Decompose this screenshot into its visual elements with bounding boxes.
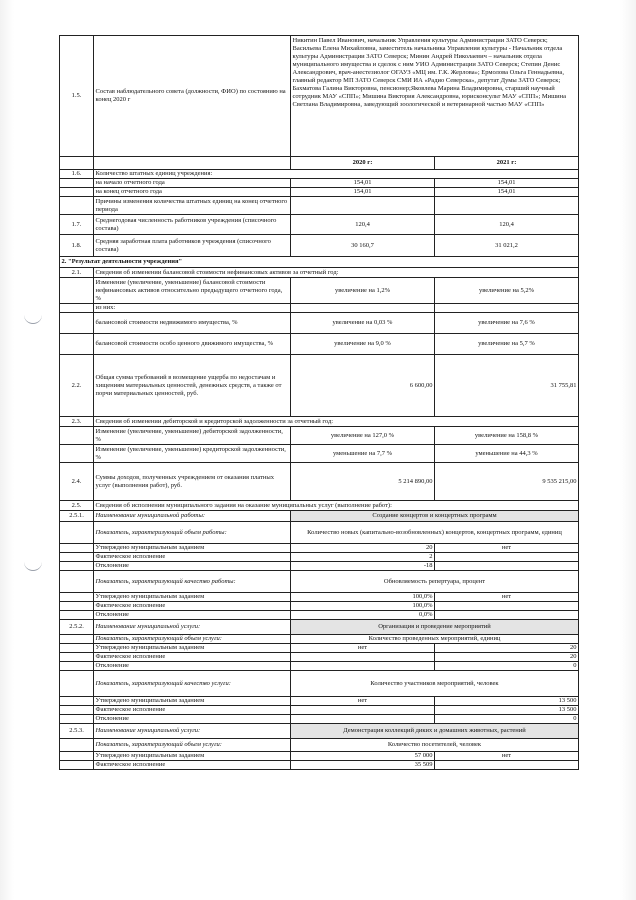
- staff-end-row: [60, 188, 579, 197]
- s252-dev-2021: 0: [435, 662, 579, 671]
- staff-row: [60, 170, 579, 179]
- staff-start-row: [60, 179, 579, 188]
- s252-name-value: Организация и проведение мероприятий: [291, 620, 579, 635]
- s251-q-approved-label: Утверждено муниципальным заданием: [94, 593, 291, 602]
- s251-dev-row: [60, 562, 579, 571]
- s251-qual-label: Показатель, характеризующий качество работы:: [94, 571, 291, 593]
- row-number: 2.5.3.: [60, 724, 94, 739]
- assignment-title: Сведения об исполнении муниципального задания на оказание муниципальных услуг (выполнение работ):: [94, 501, 579, 511]
- damage-2021: 31 755,81: [435, 355, 579, 417]
- s253-vol-row: [60, 739, 579, 752]
- s253-name-label: Наименование муниципальной услуги:: [94, 724, 291, 739]
- s252-qual-label: Показатель, характеризующий качество услуги:: [94, 671, 291, 697]
- income-2020: 5 214 890,00: [291, 463, 435, 501]
- row-number: 2.5.1.: [60, 511, 94, 522]
- board-members: Никитин Павел Иванович, начальник Управления культуры Администрации ЗАТО Северск; Васильева Елена Михайловна, заместитель начальника Управления культуры - Начальник отдела культуры Администрации ЗАТО Северск; Минин Андрей Николаевич – начальник отдела муниципального имущества и сделок с ним УИО Администрации ЗАТО Северск; Степин Денис Александрович, врач-анестезиолог ОГАУЗ «МЦ им. Г.К. Жерлова»; Ермолова Ольга Геннадьевна, главный редактор МП ЗАТО Северск СМИ ИА «Радио Северска», депутат Думы ЗАТО Северск; Бахматова Галина Викторовна, пенсионер;Яковлева Марина Владимировна, старший научный сотрудник МАУ «СПП»; Мишина Виктория Александровна, юрисконсульт МАУ «СПП»; Мишина Светлана Владимировна, заведующий зоологической и ветеринарной частью МАУ «СПП»: [291, 36, 579, 157]
- s252-vol-value: Количество проведенных мероприятий, единиц: [291, 635, 579, 644]
- row-number: 1.8.: [60, 235, 94, 257]
- assets-change-2020: увеличение на 1,2%: [291, 278, 435, 304]
- avg-staff-2021: 120,4: [435, 215, 579, 235]
- assets-of-which: из них:: [94, 304, 291, 313]
- s252-q-approved-label: Утверждено муниципальным заданием: [94, 697, 291, 706]
- s251-vol-row: [60, 522, 579, 544]
- s251-q-actual-row: [60, 602, 579, 611]
- board-label: Состав наблюдательного совета (должности, ФИО) по состоянию на конец 2020 г: [94, 36, 291, 157]
- assets-of-which-row: [60, 304, 579, 313]
- damage-label: Общая сумма требований в возмещение ущерба по недостачам и хищениям материальных ценностей, денежных средств, а также от порчи материальных ценностей, руб.: [94, 355, 291, 417]
- board-row: [60, 36, 579, 157]
- s252-approved-2020: нет: [291, 644, 435, 653]
- s252-q-dev-row: [60, 715, 579, 724]
- row-number: 2.1.: [60, 268, 94, 278]
- s251-q-dev-2020: 0,0%: [291, 611, 435, 620]
- staff-start-2021: 154,01: [435, 179, 579, 188]
- s251-qual-row: [60, 571, 579, 593]
- s252-q-dev-2021: 0: [435, 715, 579, 724]
- damage-2020: 6 600,00: [291, 355, 435, 417]
- receivables-title-row: [60, 417, 579, 427]
- s251-actual-row: [60, 553, 579, 562]
- avg-salary-label: Средняя заработная плата работников учреждения (списочного состава): [94, 235, 291, 257]
- receivables-cred-2021: уменьшение на 44,3 %: [435, 445, 579, 463]
- s252-name-label: Наименование муниципальной услуги:: [94, 620, 291, 635]
- s252-actual-row: [60, 653, 579, 662]
- s253-actual-label: Фактическое исполнение: [94, 761, 291, 770]
- staff-end-2021: 154,01: [435, 188, 579, 197]
- staff-start-label: на начало отчетного года: [94, 179, 291, 188]
- row-number: 1.5.: [60, 36, 94, 157]
- avg-staff-label: Среднегодовая численность работников учреждения (списочного состава): [94, 215, 291, 235]
- receivables-cred-row: [60, 445, 579, 463]
- s251-name-label: Наименование муниципальной работы:: [94, 511, 291, 522]
- s251-approved-label: Утверждено муниципальным заданием: [94, 544, 291, 553]
- s251-q-approved-2020: 100,0%: [291, 593, 435, 602]
- s252-vol-label: Показатель, характеризующий объем услуги:: [94, 635, 291, 644]
- row-number: 2.2.: [60, 355, 94, 417]
- s251-vol-value: Количество новых (капитально-возобновленных) концертов, концертных программ, единиц: [291, 522, 579, 544]
- receivables-deb-label: Изменение (увеличение, уменьшение) дебиторской задолженности, %: [94, 427, 291, 445]
- s253-name-value: Демонстрация коллекций диких и домашних животных, растений: [291, 724, 579, 739]
- staff-reasons-row: [60, 197, 579, 215]
- s252-approved-row: [60, 644, 579, 653]
- s253-vol-label: Показатель, характеризующий объем услуги:: [94, 739, 291, 752]
- receivables-deb-2021: увеличение на 158,8 %: [435, 427, 579, 445]
- income-label: Суммы доходов, полученных учреждением от оказания платных услуг (выполнения работ), руб.: [94, 463, 291, 501]
- s252-qual-value: Количество участников мероприятий, человек: [291, 671, 579, 697]
- staff-start-2020: 154,01: [291, 179, 435, 188]
- income-2021: 9 535 215,00: [435, 463, 579, 501]
- s252-q-approved-row: [60, 697, 579, 706]
- receivables-deb-2020: увеличение на 127,0 %: [291, 427, 435, 445]
- row-number: 1.7.: [60, 215, 94, 235]
- s253-approved-2020: 57 000: [291, 752, 435, 761]
- receivables-deb-row: [60, 427, 579, 445]
- s253-actual-2020: 35 509: [291, 761, 435, 770]
- s252-q-actual-2021: 13 500: [435, 706, 579, 715]
- s252-actual-2021: 20: [435, 653, 579, 662]
- s252-name-row: [60, 620, 579, 635]
- avg-salary-2020: 30 160,7: [291, 235, 435, 257]
- row-number: 2.4.: [60, 463, 94, 501]
- assets-change-label: Изменение (увеличение, уменьшение) балансовой стоимости нефинансовых активов относительно предыдущего отчетного года, %: [94, 278, 291, 304]
- assets-realty-row: [60, 313, 579, 334]
- assignment-title-row: [60, 501, 579, 511]
- s251-approved-2021: нет: [435, 544, 579, 553]
- s252-approved-2021: 20: [435, 644, 579, 653]
- assets-movable-row: [60, 334, 579, 355]
- assets-realty-2021: увеличение на 7,6 %: [435, 313, 579, 334]
- year-2021-header: 2021 г:: [435, 157, 579, 170]
- row-number: 2.3.: [60, 417, 94, 427]
- year-2020-header: 2020 г:: [291, 157, 435, 170]
- punch-hole-mark: [24, 313, 42, 324]
- s253-actual-row: [60, 761, 579, 770]
- staff-label: Количество штатных единиц учреждения:: [94, 170, 579, 179]
- assets-title-row: [60, 268, 579, 278]
- staff-end-label: на конец отчетного года: [94, 188, 291, 197]
- assets-movable-2020: увеличение на 9,0 %: [291, 334, 435, 355]
- avg-salary-2021: 31 021,2: [435, 235, 579, 257]
- row-number: 2.5.2.: [60, 620, 94, 635]
- income-row: [60, 463, 579, 501]
- s251-name-row: [60, 511, 579, 522]
- staff-reasons-label: Причины изменения количества штатных единиц на конец отчетного периода: [94, 197, 291, 215]
- s252-qual-row: [60, 671, 579, 697]
- year-header-row: [60, 157, 579, 170]
- s251-dev-2020: -18: [291, 562, 435, 571]
- assets-title: Сведения об изменении балансовой стоимости нефинансовых активов за отчетный год:: [94, 268, 579, 278]
- assets-realty-label: балансовой стоимости недвижимого имущества, %: [94, 313, 291, 334]
- avg-staff-2020: 120,4: [291, 215, 435, 235]
- assets-movable-2021: увеличение на 5,7 %: [435, 334, 579, 355]
- punch-hole-mark: [24, 560, 42, 571]
- s251-vol-label: Показатель, характеризующий объем работы:: [94, 522, 291, 544]
- s251-qual-value: Обновляемость репертуара, процент: [291, 571, 579, 593]
- report-table: [59, 35, 579, 770]
- s251-q-dev-row: [60, 611, 579, 620]
- s251-name-value: Создание концертов и концертных программ: [291, 511, 579, 522]
- assets-realty-2020: увеличение на 0,03 %: [291, 313, 435, 334]
- s251-approved-2020: 20: [291, 544, 435, 553]
- section-2-title: 2. "Результат деятельности учреждения": [60, 257, 579, 268]
- s252-q-approved-2021: 13 500: [435, 697, 579, 706]
- damage-row: [60, 355, 579, 417]
- s253-vol-value: Количество посетителей, человек: [291, 739, 579, 752]
- s252-dev-row: [60, 662, 579, 671]
- s251-q-dev-label: Отклонение: [94, 611, 291, 620]
- s251-actual-label: Фактическое исполнение: [94, 553, 291, 562]
- s251-q-approved-row: [60, 593, 579, 602]
- s251-q-actual-2020: 100,0%: [291, 602, 435, 611]
- row-number: 2.5.: [60, 501, 94, 511]
- s253-approved-row: [60, 752, 579, 761]
- s253-approved-2021: нет: [435, 752, 579, 761]
- s253-approved-label: Утверждено муниципальным заданием: [94, 752, 291, 761]
- row-number: 1.6.: [60, 170, 94, 179]
- s252-approved-label: Утверждено муниципальным заданием: [94, 644, 291, 653]
- s251-actual-2020: 2: [291, 553, 435, 562]
- staff-end-2020: 154,01: [291, 188, 435, 197]
- s251-approved-row: [60, 544, 579, 553]
- receivables-cred-label: Изменение (увеличение, уменьшение) кредиторской задолженности, %: [94, 445, 291, 463]
- avg-salary-row: [60, 235, 579, 257]
- s253-name-row: [60, 724, 579, 739]
- s252-q-actual-row: [60, 706, 579, 715]
- s252-vol-row: [60, 635, 579, 644]
- receivables-cred-2020: уменьшение на 7,7 %: [291, 445, 435, 463]
- s251-q-approved-2021: нет: [435, 593, 579, 602]
- s252-q-actual-label: Фактическое исполнение: [94, 706, 291, 715]
- s252-dev-label: Отклонение: [94, 662, 291, 671]
- s251-dev-label: Отклонение: [94, 562, 291, 571]
- s252-q-approved-2020: нет: [291, 697, 435, 706]
- s252-actual-label: Фактическое исполнение: [94, 653, 291, 662]
- section-2-row: [60, 257, 579, 268]
- s251-q-actual-label: Фактическое исполнение: [94, 602, 291, 611]
- assets-change-2021: увеличение на 5,2%: [435, 278, 579, 304]
- assets-change-row: [60, 278, 579, 304]
- receivables-title: Сведения об изменении дебиторской и кредиторской задолженности за отчетный год:: [94, 417, 579, 427]
- avg-staff-row: [60, 215, 579, 235]
- assets-movable-label: балансовой стоимости особо ценного движимого имущества, %: [94, 334, 291, 355]
- s252-q-dev-label: Отклонение: [94, 715, 291, 724]
